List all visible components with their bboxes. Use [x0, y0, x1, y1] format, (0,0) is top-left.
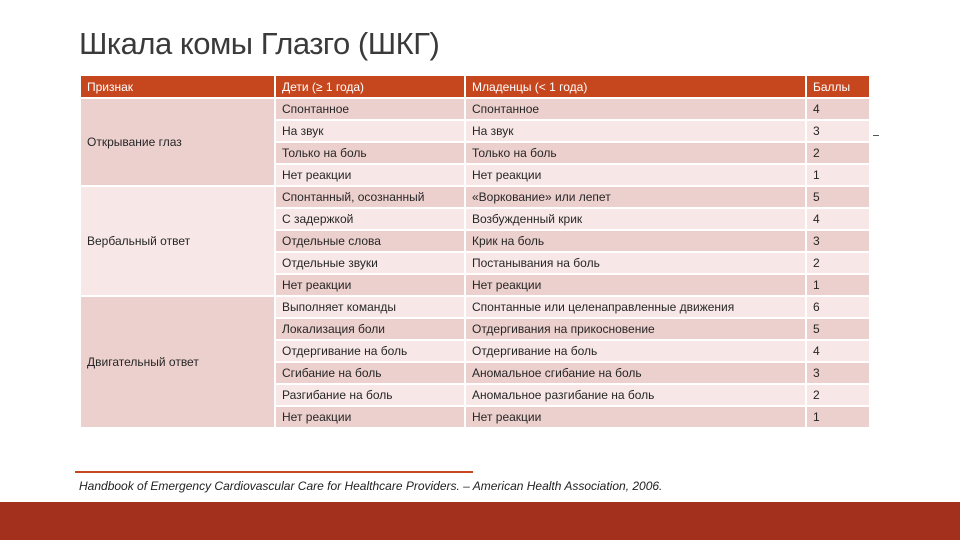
score-value: 5 — [806, 186, 870, 208]
child-response: Отдельные слова — [275, 230, 465, 252]
child-response: Только на боль — [275, 142, 465, 164]
child-response: На звук — [275, 120, 465, 142]
score-value: 6 — [806, 296, 870, 318]
score-value: 1 — [806, 406, 870, 428]
score-value: 2 — [806, 142, 870, 164]
child-response: Разгибание на боль — [275, 384, 465, 406]
infant-response: Крик на боль — [465, 230, 806, 252]
score-value: 2 — [806, 384, 870, 406]
infant-response: Спонтанные или целенаправленные движения — [465, 296, 806, 318]
child-response: Выполняет команды — [275, 296, 465, 318]
infant-response: Нет реакции — [465, 406, 806, 428]
infant-response: Возбужденный крик — [465, 208, 806, 230]
child-response: Отдергивание на боль — [275, 340, 465, 362]
feature-eye-opening: Открывание глаз — [80, 98, 275, 186]
reference-divider — [75, 471, 473, 473]
header-children: Дети (≥ 1 года) — [275, 75, 465, 98]
infant-response: Отдергивание на боль — [465, 340, 806, 362]
table-row — [80, 186, 870, 208]
child-response: Нет реакции — [275, 164, 465, 186]
glasgow-coma-scale-table — [79, 74, 871, 429]
score-value: 4 — [806, 98, 870, 120]
score-value: 5 — [806, 318, 870, 340]
score-value: 3 — [806, 362, 870, 384]
infant-response: Аномальное разгибание на боль — [465, 384, 806, 406]
table-row — [80, 98, 870, 120]
infant-response: Нет реакции — [465, 164, 806, 186]
infant-response: Аномальное сгибание на боль — [465, 362, 806, 384]
score-value: 3 — [806, 230, 870, 252]
child-response: Спонтанное — [275, 98, 465, 120]
infant-response: Спонтанное — [465, 98, 806, 120]
score-value: 4 — [806, 340, 870, 362]
infant-response: На звук — [465, 120, 806, 142]
infant-response: «Воркование» или лепет — [465, 186, 806, 208]
feature-motor-response: Двигательный ответ — [80, 296, 275, 428]
infant-response: Постанывания на боль — [465, 252, 806, 274]
child-response: Отдельные звуки — [275, 252, 465, 274]
footer-bar — [0, 502, 960, 540]
child-response: Нет реакции — [275, 406, 465, 428]
child-response: Нет реакции — [275, 274, 465, 296]
reference-citation: Handbook of Emergency Cardiovascular Care for Healthcare Providers. – American Health Association, 2006. — [79, 479, 663, 493]
infant-response: Отдергивания на прикосновение — [465, 318, 806, 340]
child-response: Спонтанный, осознанный — [275, 186, 465, 208]
score-value: 4 — [806, 208, 870, 230]
score-value: 2 — [806, 252, 870, 274]
score-value: 3 — [806, 120, 870, 142]
child-response: С задержкой — [275, 208, 465, 230]
score-value: 1 — [806, 274, 870, 296]
table-row — [80, 296, 870, 318]
feature-verbal-response: Вербальный ответ — [80, 186, 275, 296]
header-score: Баллы — [806, 75, 870, 98]
score-value: 1 — [806, 164, 870, 186]
table-side-dash — [873, 135, 879, 136]
child-response: Сгибание на боль — [275, 362, 465, 384]
table-header-row — [80, 75, 870, 98]
header-infants: Младенцы (< 1 года) — [465, 75, 806, 98]
infant-response: Нет реакции — [465, 274, 806, 296]
child-response: Локализация боли — [275, 318, 465, 340]
header-feature: Признак — [80, 75, 275, 98]
infant-response: Только на боль — [465, 142, 806, 164]
slide-title: Шкала комы Глазго (ШКГ) — [79, 26, 440, 61]
